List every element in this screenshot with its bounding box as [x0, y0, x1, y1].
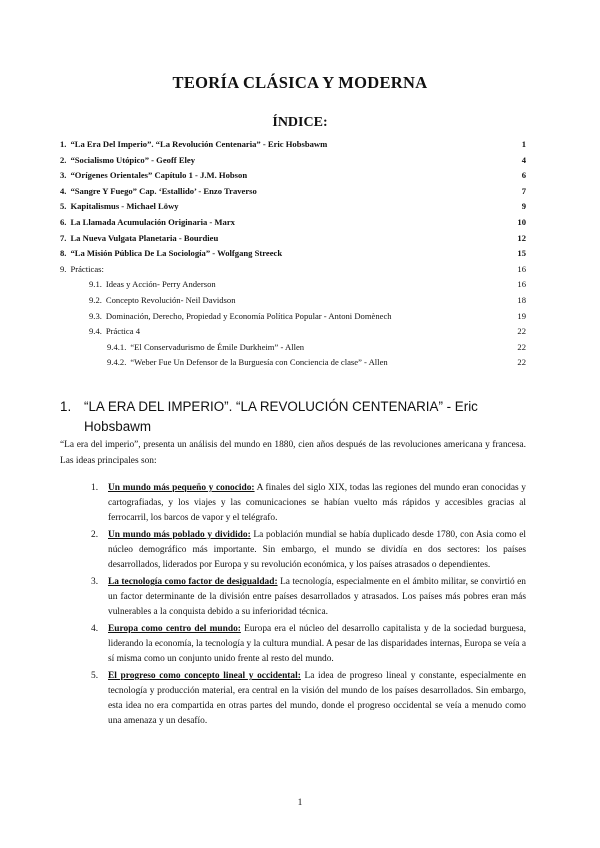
toc-entry-label — [60, 246, 282, 262]
toc-entry[interactable] — [60, 168, 526, 184]
toc-entry-page: 10 — [517, 216, 526, 227]
list-item-title: El progreso como concepto lineal y occidental: — [108, 671, 301, 681]
list-item — [60, 669, 526, 729]
toc-entry-page: 6 — [521, 170, 526, 181]
list-item-title: La tecnología como factor de desigualdad: — [108, 577, 278, 587]
toc-entry-page: 16 — [517, 263, 526, 274]
table-of-contents — [60, 137, 526, 371]
section-number: 1. — [60, 399, 72, 414]
toc-entry[interactable] — [60, 215, 526, 231]
toc-entry-page: 1 — [521, 139, 526, 149]
toc-entry-number: 9.3. — [89, 310, 102, 321]
toc-entry[interactable] — [60, 262, 526, 278]
toc-entry-number: 4. — [60, 185, 67, 196]
list-item-number: 5. — [91, 671, 99, 681]
toc-entry[interactable] — [60, 355, 526, 371]
intro-paragraph: “La era del imperio”, presenta un análisis del mundo en 1880, cien años después de las revoluciones americana y francesa. Las ideas principales son: — [60, 440, 526, 466]
section-title: “LA ERA DEL IMPERIO”. “LA REVOLUCIÓN CENTENARIA” - Eric Hobsbawm — [84, 399, 478, 434]
toc-entry-number: 7. — [60, 232, 67, 243]
toc-heading: ÍNDICE: — [272, 115, 328, 130]
toc-entry-label — [60, 168, 247, 184]
toc-entry[interactable] — [60, 199, 526, 215]
list-item-text: La tecnología, especialmente en el ámbito militar, se convirtió en un factor determinante de la división entre países desarrollados y atrasados. Los países más pobres eran más vulnerables a la conquista debido a su inferioridad técnica. — [108, 577, 526, 617]
toc-entry-number: 9.4.1. — [107, 341, 127, 352]
toc-entry-label — [89, 277, 216, 293]
toc-entry-page: 12 — [517, 232, 526, 243]
list-item-title: Un mundo más poblado y dividido: — [108, 530, 251, 540]
toc-entry-label — [60, 215, 235, 231]
toc-entry-label — [107, 355, 388, 371]
toc-entry-label — [60, 262, 104, 278]
toc-entry-label — [60, 137, 327, 153]
toc-entry-label — [107, 340, 304, 356]
toc-entry-label — [89, 324, 140, 340]
toc-entry-page: 22 — [517, 326, 526, 337]
toc-entry-label — [60, 231, 218, 247]
list-item — [60, 528, 526, 573]
toc-entry-page: 22 — [517, 341, 526, 352]
toc-entry-title: “La Misión Pública De La Sociología” - Wolfgang Streeck — [70, 248, 283, 259]
toc-entry-title: Concepto Revolución- Neil Davidson — [105, 294, 236, 305]
toc-entry-page: 15 — [517, 248, 526, 259]
main-ideas-list — [60, 481, 526, 731]
list-item-number: 2. — [91, 530, 99, 540]
toc-entry-title: Ideas y Acción- Perry Anderson — [105, 279, 216, 290]
toc-entry-title: Prácticas: — [70, 263, 104, 274]
list-item-text: La idea de progreso lineal y constante, especialmente en tecnología y producción material, era central en la visión del mundo de los países desarrollados. Sin embargo, esta idea no era compartida en otras partes del mundo, donde el progreso occidental se veía a menudo como una amenaza y un desafío. — [108, 671, 527, 726]
toc-entry[interactable] — [60, 340, 526, 356]
list-item — [60, 575, 526, 620]
page-number: 1 — [297, 798, 303, 808]
toc-entry-page: 9 — [521, 201, 526, 212]
toc-entry-number: 9. — [60, 263, 67, 274]
toc-entry[interactable] — [60, 153, 526, 169]
toc-entry-number: 5. — [60, 201, 67, 212]
list-item-title: Europa como centro del mundo: — [108, 624, 241, 634]
toc-entry-title: Dominación, Derecho, Propiedad y Economía Política Popular - Antoni Domènech — [105, 310, 392, 321]
toc-entry[interactable] — [60, 293, 526, 309]
toc-entry-page: 7 — [521, 185, 526, 196]
toc-entry[interactable] — [60, 246, 526, 262]
toc-entry-title: “Orígenes Orientales” Capítulo 1 - J.M. Hobson — [70, 170, 248, 181]
toc-entry-number: 8. — [60, 248, 67, 259]
list-item-text: A finales del siglo XIX, todas las regiones del mundo eran conocidas y cartografiadas, y los viajes y las comunicaciones se habían vuelto más rápidos y accesibles gracias al ferrocarril, los barcos de vapor y el telégrafo. — [108, 483, 526, 523]
toc-entry-page: 16 — [517, 279, 526, 290]
toc-entry-number: 3. — [60, 170, 67, 181]
toc-entry[interactable] — [60, 137, 526, 153]
toc-entry-number: 2. — [60, 154, 67, 165]
toc-entry-title: “La Era Del Imperio”. “La Revolución Centenaria” - Eric Hobsbawm — [70, 139, 328, 149]
toc-entry-label — [89, 293, 236, 309]
toc-entry[interactable] — [60, 231, 526, 247]
list-item-number: 3. — [91, 577, 99, 587]
toc-entry-title: “El Conservadurismo de Émile Durkheim” - Allen — [130, 341, 305, 352]
toc-entry[interactable] — [60, 324, 526, 340]
toc-entry[interactable] — [60, 184, 526, 200]
toc-entry-label — [89, 309, 392, 325]
list-item — [60, 622, 526, 667]
toc-entry-number: 9.4. — [89, 326, 102, 337]
toc-entry-title: Práctica 4 — [105, 326, 141, 337]
toc-entry-number: 9.4.2. — [107, 357, 127, 368]
toc-entry-page: 4 — [521, 154, 526, 165]
toc-entry-number: 9.2. — [89, 294, 102, 305]
toc-entry-title: “Sangre Y Fuego” Cap. ‘Estallido’ - Enzo Traverso — [70, 185, 257, 196]
section-heading — [60, 397, 534, 437]
toc-entry-page: 18 — [517, 294, 526, 305]
list-item-number: 1. — [91, 483, 99, 493]
toc-entry-number: 1. — [60, 139, 67, 149]
list-item-title: Un mundo más pequeño y conocido: — [108, 483, 255, 493]
toc-entry[interactable] — [60, 277, 526, 293]
document-title: TEORÍA CLÁSICA Y MODERNA — [172, 73, 428, 92]
toc-entry-title: “Socialismo Utópico” - Geoff Eley — [70, 154, 196, 165]
toc-entry-title: La Llamada Acumulación Originaria - Marx — [70, 216, 235, 227]
toc-entry-title: “Weber Fue Un Defensor de la Burguesía con Conciencia de clase” - Allen — [130, 357, 388, 368]
toc-entry[interactable] — [60, 309, 526, 325]
list-item-text: Europa era el núcleo del desarrollo capitalista y de la sociedad burguesa, liderando la economía, la tecnología y la cultura mundial. A pesar de las disparidades internas, Europa se veía a sí misma como un conjunto unido frente al resto del mundo. — [108, 624, 526, 664]
toc-entry-number: 9.1. — [89, 279, 102, 290]
toc-entry-title: Kapitalismus - Michael Löwy — [70, 201, 179, 212]
toc-entry-label — [60, 184, 257, 200]
list-item-text: La población mundial se había duplicado desde 1780, con Asia como el núcleo demográfico más importante. Sin embargo, el mundo se dividía en dos sectores: los países desarrollados, liderados por Europa y su revolución económica, y los países atrasados o dependientes. — [108, 530, 526, 570]
toc-entry-number: 6. — [60, 216, 67, 227]
toc-entry-label — [60, 199, 179, 215]
toc-entry-title: La Nueva Vulgata Planetaria - Bourdieu — [70, 232, 219, 243]
list-item-number: 4. — [91, 624, 99, 634]
toc-entry-page: 19 — [517, 310, 526, 321]
toc-entry-label — [60, 153, 195, 169]
list-item — [60, 481, 526, 526]
toc-entry-page: 22 — [517, 357, 526, 368]
